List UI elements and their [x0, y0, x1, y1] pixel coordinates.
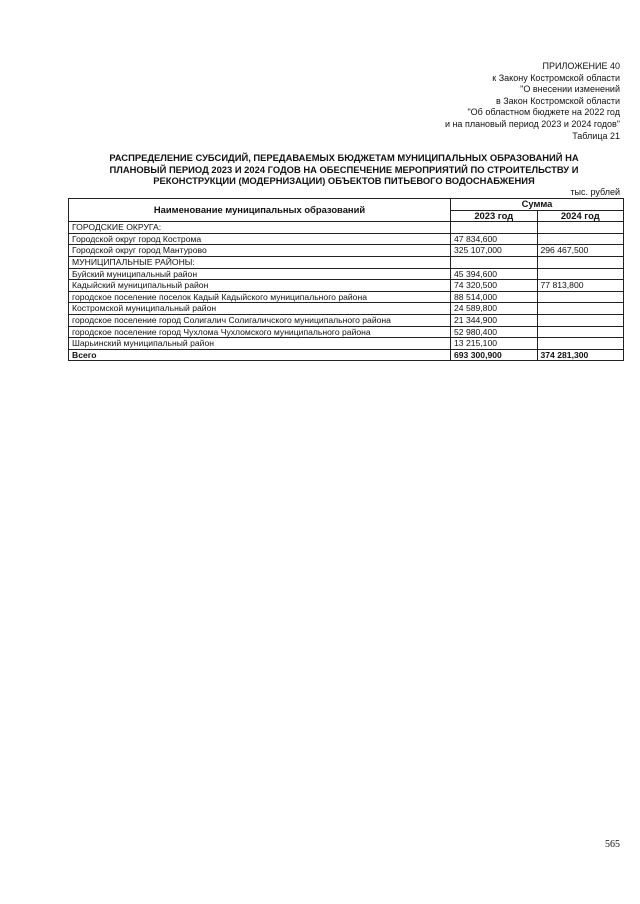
column-header-2023: 2023 год — [451, 210, 538, 222]
appendix-header-line: к Закону Костромской области — [492, 72, 620, 83]
document-title — [68, 152, 620, 187]
row-value-2024 — [537, 222, 624, 234]
row-name-cell: Буйский муниципальный район — [69, 268, 451, 280]
table-row — [69, 245, 624, 257]
page-number: 565 — [605, 839, 620, 850]
table-row — [69, 303, 624, 315]
title-line: РЕКОНСТРУКЦИИ (МОДЕРНИЗАЦИИ) ОБЪЕКТОВ ПИТЬЕВОГО ВОДОСНАБЖЕНИЯ — [153, 175, 535, 186]
total-value-2023: 693 300,900 — [451, 349, 538, 361]
row-value-2024 — [537, 314, 624, 326]
row-name-cell: Шарьинский муниципальный район — [69, 338, 451, 350]
total-row — [69, 349, 624, 361]
table-number: Таблица 21 — [572, 130, 620, 141]
table-row — [69, 268, 624, 280]
row-value-2023: 88 514,000 — [451, 291, 538, 303]
column-header-sum: Сумма — [451, 199, 624, 211]
appendix-header-line: "Об областном бюджете на 2022 год — [467, 107, 620, 118]
table-row — [69, 314, 624, 326]
row-value-2024 — [537, 303, 624, 315]
table-row — [69, 233, 624, 245]
row-value-2023: 45 394,600 — [451, 268, 538, 280]
row-value-2024 — [537, 291, 624, 303]
table-body — [69, 222, 624, 361]
appendix-header — [445, 61, 620, 142]
row-value-2023: 24 589,800 — [451, 303, 538, 315]
row-value-2024 — [537, 256, 624, 268]
appendix-header-line: "О внесении изменений — [520, 84, 620, 95]
row-value-2023: 21 344,900 — [451, 314, 538, 326]
row-name-cell: Кадыйский муниципальный район — [69, 280, 451, 292]
row-name-cell: МУНИЦИПАЛЬНЫЕ РАЙОНЫ: — [69, 256, 451, 268]
row-value-2024: 296 467,500 — [537, 245, 624, 257]
row-value-2024: 77 813,800 — [537, 280, 624, 292]
table-row — [69, 291, 624, 303]
table-row — [69, 222, 624, 234]
row-value-2023: 52 980,400 — [451, 326, 538, 338]
row-name-cell: Костромской муниципальный район — [69, 303, 451, 315]
row-value-2023: 47 834,600 — [451, 233, 538, 245]
row-value-2023 — [451, 256, 538, 268]
row-name-cell: городское поселение поселок Кадый Кадыйского муниципального района — [69, 291, 451, 303]
row-value-2024 — [537, 338, 624, 350]
table-row — [69, 326, 624, 338]
units-label: тыс. рублей — [570, 187, 620, 197]
table-row — [69, 338, 624, 350]
total-label: Всего — [69, 349, 451, 361]
table-row — [69, 280, 624, 292]
table-row — [69, 256, 624, 268]
appendix-header-line: ПРИЛОЖЕНИЕ 40 — [542, 61, 620, 71]
appendix-header-line: в Закон Костромской области — [495, 95, 620, 106]
row-name-cell: городское поселение город Солигалич Солигаличского муниципального района — [69, 314, 451, 326]
row-value-2024 — [537, 268, 624, 280]
title-line: ПЛАНОВЫЙ ПЕРИОД 2023 И 2024 ГОДОВ НА ОБЕСПЕЧЕНИЕ МЕРОПРИЯТИЙ ПО СТРОИТЕЛЬСТВУ И — [109, 163, 579, 175]
row-value-2024 — [537, 326, 624, 338]
row-name-cell: городское поселение город Чухлома Чухломского муниципального района — [69, 326, 451, 338]
title-line: РАСПРЕДЕЛЕНИЕ СУБСИДИЙ, ПЕРЕДАВАЕМЫХ БЮДЖЕТАМ МУНИЦИПАЛЬНЫХ ОБРАЗОВАНИЙ НА — [109, 152, 579, 163]
row-name-cell: ГОРОДСКИЕ ОКРУГА: — [69, 222, 451, 234]
row-name-cell: Городской округ город Кострома — [69, 233, 451, 245]
row-value-2023: 13 215,100 — [451, 338, 538, 350]
row-value-2023 — [451, 222, 538, 234]
column-header-name: Наименование муниципальных образований — [69, 199, 451, 222]
row-name-cell: Городской округ город Мантурово — [69, 245, 451, 257]
subsidy-table — [68, 198, 624, 361]
row-value-2023: 325 107,000 — [451, 245, 538, 257]
row-value-2023: 74 320,500 — [451, 280, 538, 292]
column-header-2024: 2024 год — [537, 210, 624, 222]
appendix-header-line: и на плановый период 2023 и 2024 годов" — [444, 118, 620, 129]
total-value-2024: 374 281,300 — [537, 349, 624, 361]
row-value-2024 — [537, 233, 624, 245]
